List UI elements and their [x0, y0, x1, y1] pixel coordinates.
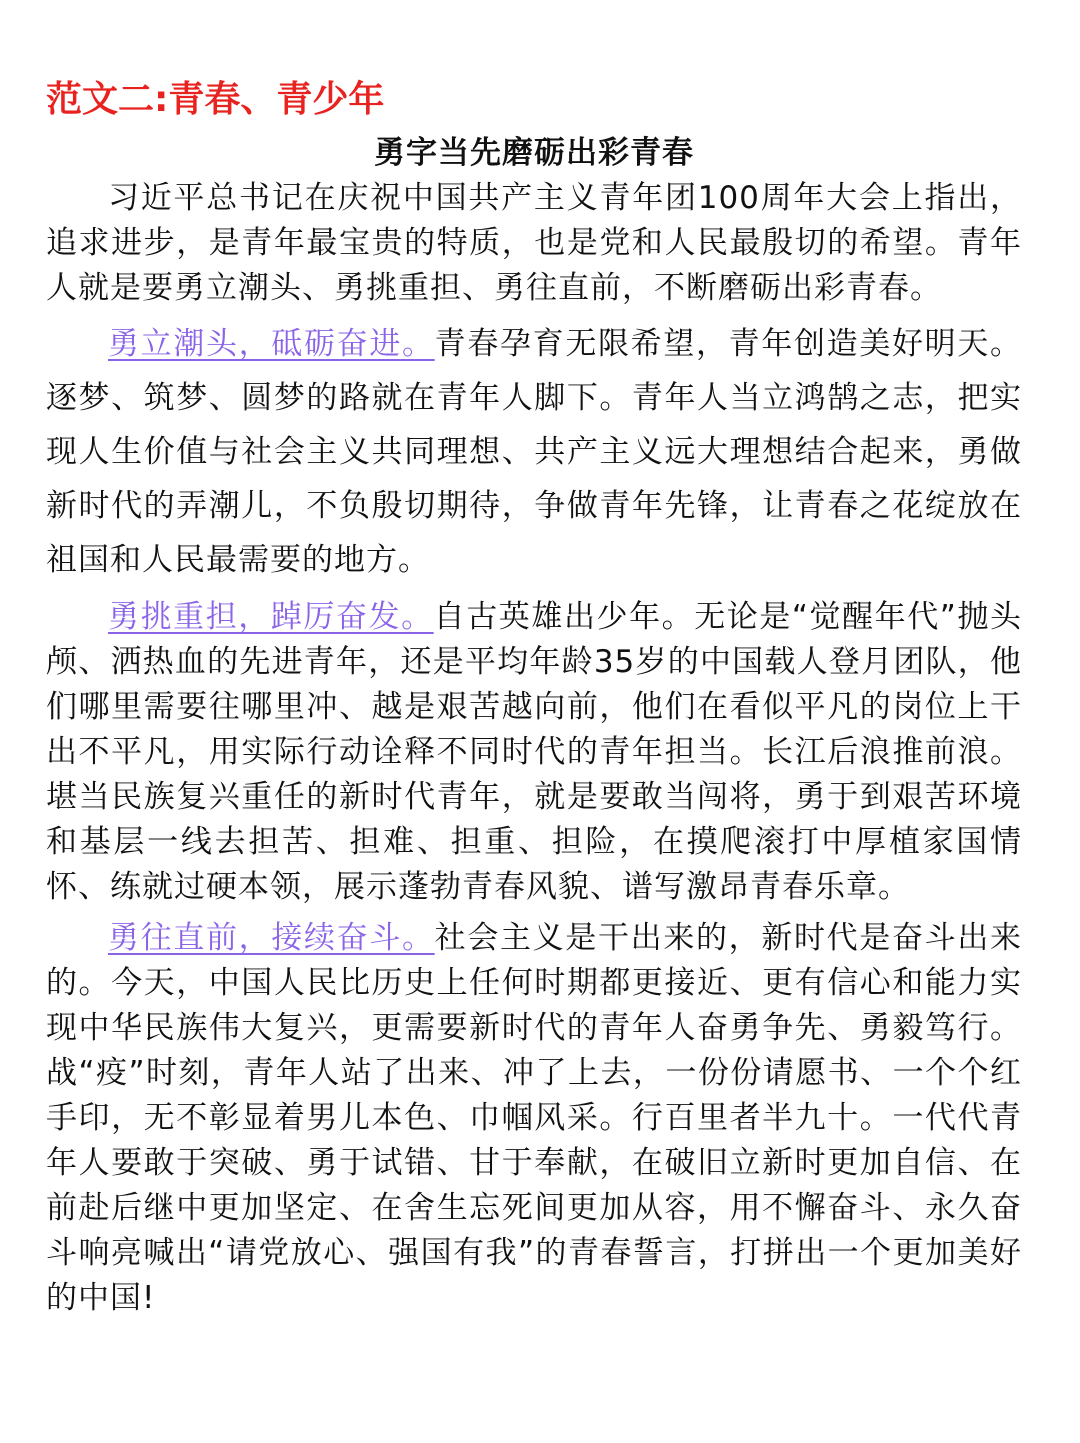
paragraph-1-body: 青春孕育无限希望，青年创造美好明天。逐梦、筑梦、圆梦的路就在青年人脚下。青年人当立鸿鹄之志，把实现人生价值与社会主义共同理想、共产主义远大理想结合起来，勇做新时代的弄潮儿，不负殷切期待，争做青年先锋，让青春之花绽放在祖国和人民最需要的地方。: [46, 326, 1023, 578]
paragraph-1-lead: 勇立潮头，砥砺奋进。: [108, 326, 435, 362]
intro-paragraph: 习近平总书记在庆祝中国共产主义青年团100周年大会上指出，追求进步，是青年最宝贵的特质，也是党和人民最殷切的希望。青年人就是要勇立潮头、勇挑重担、勇往直前，不断磨砺出彩青春。: [46, 180, 1022, 306]
paragraph-1: [46, 317, 1022, 587]
paragraph-3: [46, 916, 1022, 1321]
essay-title: 勇字当先磨砺出彩青春: [374, 135, 694, 171]
document-page: [46, 74, 1022, 1321]
paragraph-3-body: 社会主义是干出来的，新时代是奋斗出来的。今天，中国人民比历史上任何时期都更接近、更有信心和能力实现中华民族伟大复兴，更需要新时代的青年人奋勇争先、勇毅笃行。战“疫”时刻，青年人站了出来、冲了上去，一份份请愿书、一个个红手印，无不彰显着男儿本色、巾帼风采。行百里者半九十。一代代青年人要敢于突破、勇于试错、甘于奉献，在破旧立新时更加自信、在前赴后继中更加坚定、在舍生忘死间更加从容，用不懈奋斗、永久奋斗响亮喊出“请党放心、强国有我”的青春誓言，打拼出一个更加美好的中国!: [46, 920, 1023, 1316]
paragraph-2-lead: 勇挑重担，踔厉奋发。: [108, 599, 434, 635]
paragraph-3-lead: 勇往直前，接续奋斗。: [108, 920, 435, 956]
paragraph-2: [46, 595, 1022, 910]
paragraph-2-body: 自古英雄出少年。无论是“觉醒年代”抛头颅、洒热血的先进青年，还是平均年龄35岁的中国载人登月团队，他们哪里需要往哪里冲、越是艰苦越向前，他们在看似平凡的岗位上干出不平凡，用实际行动诠释不同时代的青年担当。长江后浪推前浪。堪当民族复兴重任的新时代青年，就是要敢当闯将，勇于到艰苦环境和基层一线去担苦、担难、担重、担险，在摸爬滚打中厚植家国情怀、练就过硬本领，展示蓬勃青春风貌、谱写激昂青春乐章。: [46, 599, 1022, 905]
section-heading: 范文二:青春、青少年: [46, 79, 385, 120]
